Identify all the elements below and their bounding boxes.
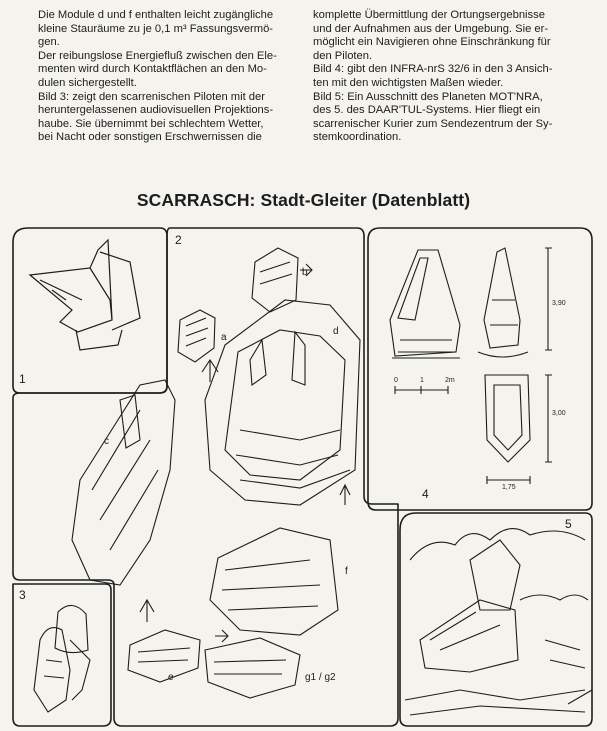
text-line: haube. Sie übernimmt bei schlechtem Wetter, <box>38 117 264 130</box>
text-line: den Piloten. <box>313 49 373 62</box>
module-label-c: c <box>104 436 109 447</box>
dimension-width: 1,75 <box>502 484 516 491</box>
scale-label-2: 2m <box>445 377 455 384</box>
module-label-a: a <box>221 332 227 343</box>
text-line: Die Module d und f enthalten leicht zugängliche <box>38 9 274 21</box>
panel-2-module-sketch <box>72 248 360 698</box>
text-line: des 5. des DAAR'TUL-Systems. Hier fliegt ein <box>313 104 541 117</box>
dimension-height: 3,90 <box>552 300 566 307</box>
text-line: menten wird durch Kontaktflächen an den Mo- <box>38 63 267 76</box>
panel-5-scene-sketch <box>405 529 592 715</box>
panel-4-frame <box>368 228 592 510</box>
text-line: dulen sichergestellt. <box>38 76 137 89</box>
module-label-f: f <box>345 566 348 577</box>
text-line: heruntergelassenen audiovisuellen Projektions- <box>38 104 274 117</box>
panel-number-1: 1 <box>19 372 26 386</box>
panel-number-3: 3 <box>19 588 26 602</box>
page-title: SCARRASCH: Stadt-Gleiter (Datenblatt) <box>136 190 471 210</box>
scale-label-1: 1 <box>420 377 424 384</box>
text-line: scarrenischer Kurier zum Sendezentrum der Sy- <box>313 117 553 130</box>
text-line: kleine Stauräume zu je 0,1 m³ Fassungsvermö- <box>38 22 274 35</box>
text-line: Bild 4: gibt den INFRA-nrS 32/6 in den 3 Ansich- <box>313 63 553 76</box>
panel-number-5: 5 <box>565 517 572 531</box>
text-line: bei Nacht oder sonstigen Erschwernissen die <box>38 131 262 144</box>
scale-label-0: 0 <box>394 377 398 384</box>
panel-3-frame <box>13 584 111 726</box>
text-line: Bild 3: zeigt den scarrenischen Piloten mit der <box>38 90 265 103</box>
panel-number-2: 2 <box>175 233 182 247</box>
text-line: gen. <box>38 36 60 49</box>
text-line: ten mit den wichtigsten Maßen wieder. <box>313 76 504 89</box>
module-label-d: d <box>333 326 339 337</box>
panel-1-frame <box>13 228 167 393</box>
module-label-e: e <box>168 672 174 683</box>
text-line: Bild 5: Ein Ausschnitt des Planeten MOT'NRA, <box>313 90 543 103</box>
text-line: möglicht ein Navigieren ohne Einschränkung für <box>313 36 551 49</box>
text-line: komplette Übermittlung der Ortungsergebnisse <box>313 9 545 21</box>
panel-number-4: 4 <box>422 487 429 501</box>
panel-1-glider-sketch <box>30 240 140 350</box>
text-line: und der Aufnahmen aus der Umgebung. Sie er- <box>313 22 549 35</box>
text-line: Der reibungslose Energiefluß zwischen den Ele- <box>38 49 277 62</box>
dimension-length: 3,00 <box>552 410 566 417</box>
text-line: stemkoordination. <box>313 131 402 144</box>
panel-3-pilot-sketch <box>34 605 90 712</box>
panel-4-views-sketch <box>390 248 552 484</box>
module-label-g: g1 / g2 <box>305 672 336 683</box>
module-label-b: b <box>302 267 308 278</box>
